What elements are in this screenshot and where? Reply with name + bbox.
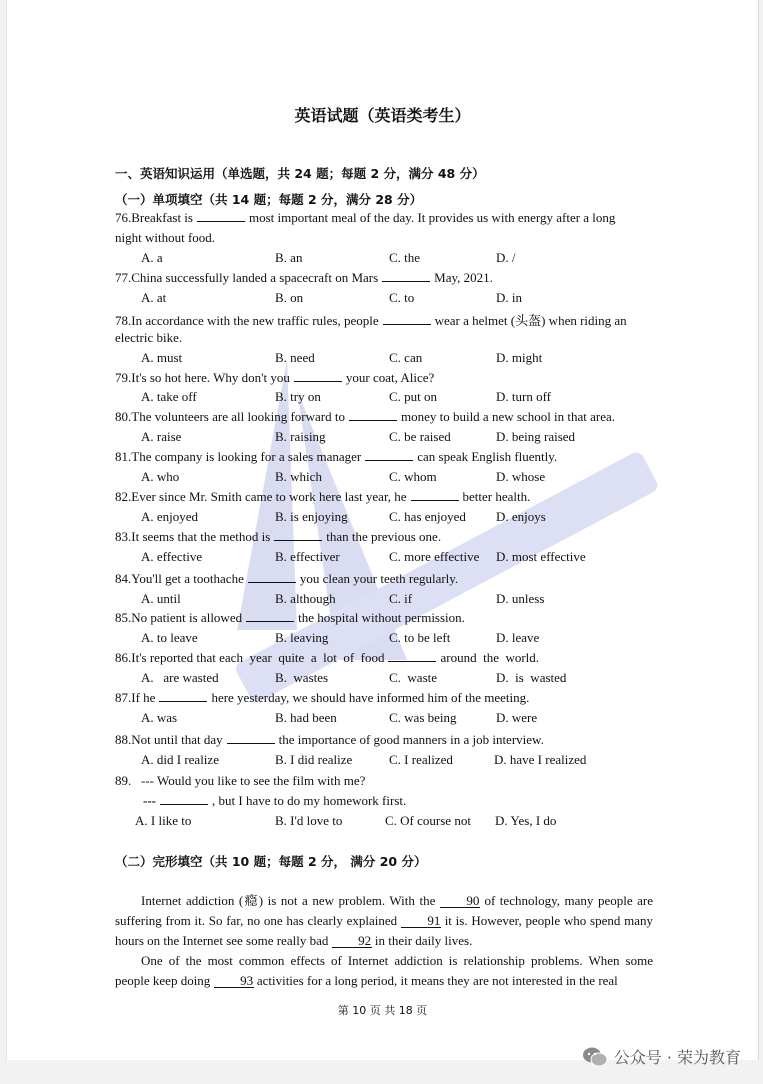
- options-86: A. are wasted B. wastes C. waste D. is wasted: [141, 670, 567, 685]
- question-78: 78.In accordance with the new traffic rules, people wear a helmet (头盔) when riding an: [115, 313, 627, 328]
- answer-blank: [382, 270, 430, 282]
- question-83: 83.It seems that the method is than the previous one.: [115, 529, 442, 544]
- question-82: 82.Ever since Mr. Smith came to work here last year, he better health.: [115, 489, 531, 504]
- question-81: 81.The company is looking for a sales manager can speak English fluently.: [115, 449, 558, 464]
- answer-blank: [383, 313, 431, 325]
- answer-blank: [411, 489, 459, 501]
- question-76: 76.Breakfast is most important meal of the day. It provides us with energy after a long: [115, 210, 616, 225]
- options-79: A. take off B. try on C. put on D. turn off: [141, 389, 552, 404]
- answer-blank: [274, 529, 322, 541]
- answer-blank: [248, 571, 296, 583]
- options-78: A. must B. need C. can D. might: [141, 350, 543, 365]
- answer-blank: [349, 409, 397, 421]
- options-88: A. did I realize B. I did realize C. I realized D. have I realized: [141, 752, 587, 767]
- options-89: A. I like to B. I'd love to C. Of course not D. Yes, I do: [135, 813, 557, 828]
- question-87: 87.If he here yesterday, we should have informed him of the meeting.: [115, 690, 530, 705]
- cloze-blank-92: 92: [332, 934, 372, 948]
- options-87: A. was B. had been C. was being D. were: [141, 710, 538, 725]
- question-77: 77.China successfully landed a spacecraft on Mars May, 2021.: [115, 270, 493, 285]
- question-86: 86.It's reported that each year quite a lot of food around the world.: [115, 650, 540, 665]
- options-77: A. at B. on C. to D. in: [141, 290, 522, 305]
- cloze-blank-90: 90: [440, 894, 480, 908]
- passage-paragraph-1: Internet addiction (瘾) is not a new problem. With the 90 of technology, many people are suffering from it. So far, no one has clearly explained 91 it is. However, people who spend many hours on the Internet see some really bad 92 in their daily lives.: [115, 893, 654, 948]
- options-83: A. effective B. effectiver C. more effective D. most effective: [141, 549, 586, 564]
- wechat-icon: [582, 1046, 608, 1068]
- answer-blank: [159, 690, 207, 702]
- subsection-heading: （一）单项填空（共 14 题；每题 2 分，满分 28 分）: [115, 192, 423, 207]
- options-84: A. until B. although C. if D. unless: [141, 591, 545, 606]
- question-78-cont: electric bike.: [115, 330, 183, 345]
- page-number: 第 10 页 共 18 页: [337, 1004, 428, 1017]
- question-84: 84.You'll get a toothache you clean your teeth regularly.: [115, 571, 459, 586]
- subsection-heading-cloze: （二）完形填空（共 10 题；每题 2 分， 满分 20 分）: [115, 854, 427, 869]
- answer-blank: [365, 449, 413, 461]
- question-76-cont: night without food.: [115, 230, 216, 245]
- answer-blank: [294, 370, 342, 382]
- options-82: A. enjoyed B. is enjoying C. has enjoyed D. enjoys: [141, 509, 546, 524]
- options-85: A. to leave B. leaving C. to be left D. leave: [141, 630, 540, 645]
- exam-page: [6, 0, 759, 1060]
- question-79: 79.It's so hot here. Why don't you your coat, Alice?: [115, 370, 435, 385]
- cloze-blank-91: 91: [401, 914, 441, 928]
- options-80: A. raise B. raising C. be raised D. being raised: [141, 429, 576, 444]
- section-heading: 一、英语知识运用（单选题，共 24 题；每题 2 分，满分 48 分）: [115, 166, 485, 181]
- options-81: A. who B. which C. whom D. whose: [141, 469, 546, 484]
- options-76: A. a B. an C. the D. /: [141, 250, 516, 265]
- answer-blank: [197, 210, 245, 222]
- answer-blank: [388, 650, 436, 662]
- exam-title: 英语试题（英语类考生）: [294, 106, 471, 125]
- question-89: 89. --- Would you like to see the film with me?: [115, 773, 366, 788]
- question-80: 80.The volunteers are all looking forward to money to build a new school in that area.: [115, 409, 616, 424]
- question-88: 88.Not until that day the importance of good manners in a job interview.: [115, 732, 544, 747]
- wechat-account-label: 公众号 · 荣为教育: [582, 1045, 741, 1068]
- question-85: 85.No patient is allowed the hospital without permission.: [115, 610, 465, 625]
- cloze-blank-93: 93: [214, 974, 254, 988]
- passage-paragraph-2: One of the most common effects of Internet addiction is relationship problems. When some people keep doing 93 activities for a long period, it means they are not interested in the real: [115, 953, 653, 988]
- answer-blank: [160, 793, 208, 805]
- answer-blank: [246, 610, 294, 622]
- answer-blank: [227, 732, 275, 744]
- question-89-reply: --- , but I have to do my homework first.: [143, 793, 407, 808]
